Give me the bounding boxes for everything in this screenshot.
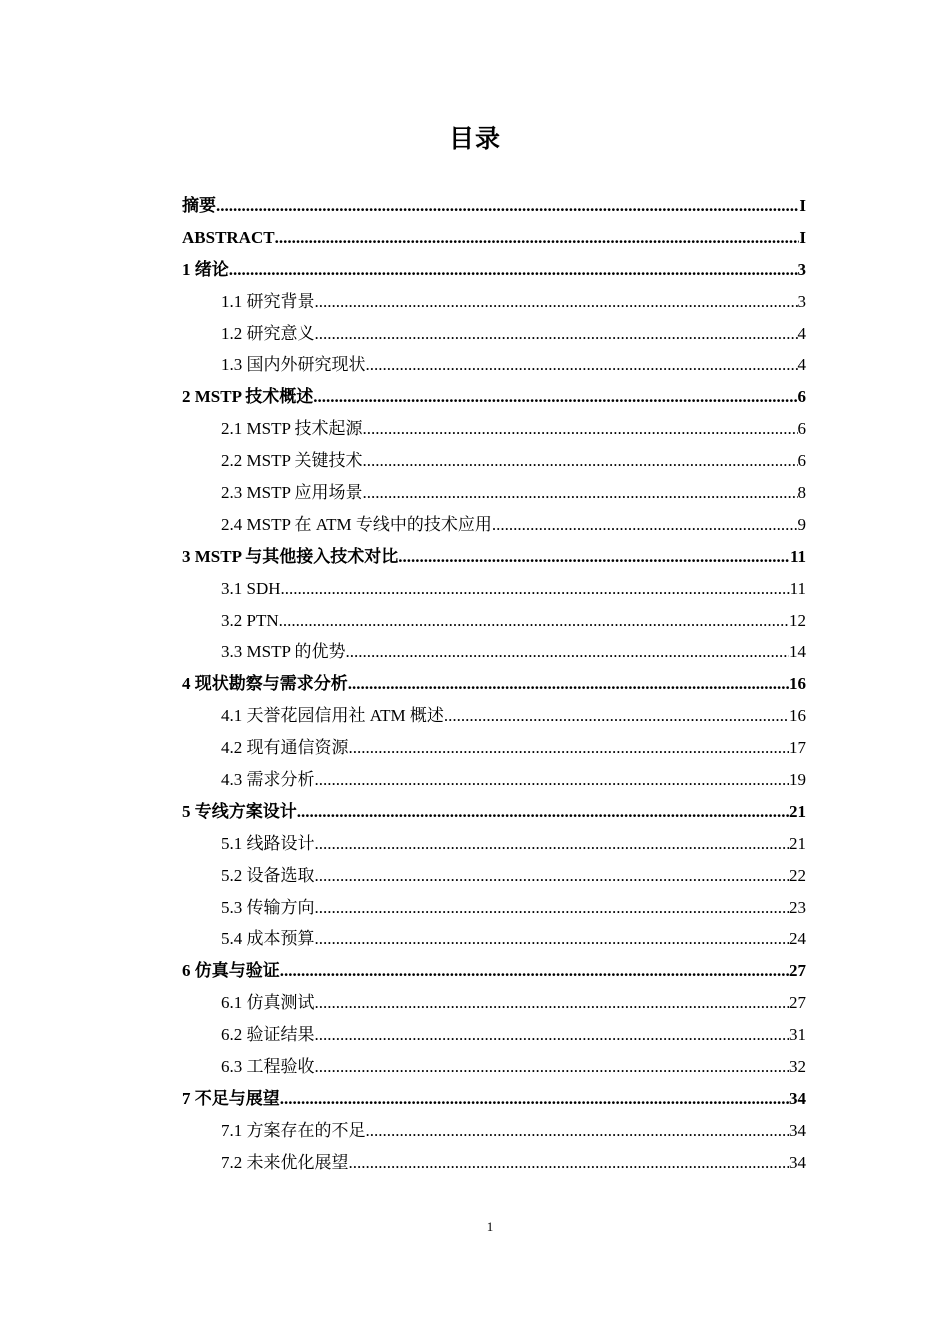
toc-entry[interactable] [182,668,806,700]
toc-entry[interactable] [182,923,806,955]
toc-entry[interactable] [182,860,806,892]
table-of-contents [182,190,806,1179]
toc-entry-page: 16 [789,706,806,726]
toc-entry-label: 1.3 国内外研究现状 [221,355,366,375]
toc-entry-page: 11 [789,578,806,598]
toc-dot-leader [315,923,790,955]
toc-dot-leader [281,573,790,605]
toc-entry[interactable] [182,636,806,668]
toc-dot-leader [315,987,790,1019]
page-title: 目录 [448,124,501,153]
toc-entry-page: 22 [789,865,806,885]
toc-entry-label: 2.4 MSTP 在 ATM 专线中的技术应用 [221,514,492,534]
toc-dot-leader [315,318,798,350]
toc-dot-leader [348,668,789,700]
toc-entry-page: 31 [789,1025,806,1045]
toc-entry-label: 4 现状勘察与需求分析 [182,674,348,694]
toc-entry-label: 1 绪论 [182,259,229,279]
toc-entry[interactable] [182,254,806,286]
toc-dot-leader [229,254,798,286]
toc-dot-leader [315,860,790,892]
toc-entry-page: 27 [789,993,806,1013]
toc-entry-page: 32 [789,1057,806,1077]
toc-entry[interactable] [182,190,806,222]
toc-entry-label: 6.3 工程验收 [221,1057,315,1077]
toc-entry-page: 11 [789,546,806,566]
toc-dot-leader [315,1019,790,1051]
toc-entry-page: 34 [789,1120,806,1140]
toc-entry-label: 5.4 成本预算 [221,929,315,949]
toc-entry-label: ABSTRACT [182,227,275,247]
toc-entry-page: 6 [797,419,806,439]
toc-dot-leader [313,381,797,413]
toc-entry[interactable] [182,764,806,796]
toc-entry-page: 3 [797,291,806,311]
toc-entry-page: 3 [797,259,806,279]
toc-entry-page: 17 [789,738,806,758]
toc-entry-label: 7.2 未来优化展望 [221,1152,349,1172]
toc-entry[interactable] [182,955,806,987]
toc-entry[interactable] [182,477,806,509]
toc-entry-label: 4.2 现有通信资源 [221,738,349,758]
toc-entry-page: 21 [789,801,806,821]
toc-entry[interactable] [182,1019,806,1051]
toc-entry-label: 3.3 MSTP 的优势 [221,642,346,662]
toc-entry[interactable] [182,222,806,254]
toc-entry-label: 5.3 传输方向 [221,897,315,917]
toc-dot-leader [216,190,799,222]
toc-entry-label: 7.1 方案存在的不足 [221,1120,366,1140]
toc-dot-leader [363,413,798,445]
toc-entry-label: 5.2 设备选取 [221,865,315,885]
toc-dot-leader [346,636,789,668]
toc-entry-page: 24 [789,929,806,949]
toc-dot-leader [280,955,789,987]
toc-entry-page: 16 [789,674,806,694]
toc-entry[interactable] [182,286,806,318]
toc-entry[interactable] [182,1083,806,1115]
toc-dot-leader [315,892,790,924]
toc-dot-leader [297,796,789,828]
toc-entry-label: 6.2 验证结果 [221,1025,315,1045]
toc-entry[interactable] [182,796,806,828]
toc-entry-page: I [799,227,806,247]
toc-entry[interactable] [182,541,806,573]
toc-entry-page: 14 [789,642,806,662]
toc-entry-page: 6 [797,387,806,407]
toc-dot-leader [315,764,790,796]
toc-entry-label: 5.1 线路设计 [221,833,315,853]
toc-entry-label: 2.2 MSTP 关键技术 [221,451,363,471]
toc-entry[interactable] [182,1147,806,1179]
toc-entry-page: 34 [789,1088,806,1108]
toc-entry-page: 21 [789,833,806,853]
toc-entry-page: 8 [797,483,806,503]
toc-dot-leader [363,445,798,477]
toc-entry[interactable] [182,445,806,477]
toc-dot-leader [280,1083,789,1115]
toc-entry-label: 6 仿真与验证 [182,961,280,981]
toc-dot-leader [444,700,789,732]
toc-entry-page: 4 [797,355,806,375]
toc-entry-page: 34 [789,1152,806,1172]
toc-dot-leader [492,509,798,541]
toc-entry[interactable] [182,987,806,1019]
toc-entry-label: 2.3 MSTP 应用场景 [221,483,363,503]
toc-entry[interactable] [182,413,806,445]
toc-entry-page: 19 [789,770,806,790]
toc-dot-leader [366,1115,790,1147]
toc-entry[interactable] [182,828,806,860]
toc-entry-label: 2.1 MSTP 技术起源 [221,419,363,439]
toc-entry-page: 27 [789,961,806,981]
toc-dot-leader [275,222,800,254]
toc-entry[interactable] [182,349,806,381]
toc-entry[interactable] [182,573,806,605]
toc-entry[interactable] [182,892,806,924]
toc-entry-page: 23 [789,897,806,917]
toc-entry-label: 3 MSTP 与其他接入技术对比 [182,546,399,566]
toc-entry[interactable] [182,732,806,764]
toc-entry-label: 1.1 研究背景 [221,291,315,311]
toc-entry-label: 6.1 仿真测试 [221,993,315,1013]
toc-entry[interactable] [182,605,806,637]
toc-entry-page: I [799,196,806,215]
toc-dot-leader [315,1051,790,1083]
toc-entry-label: 1.2 研究意义 [221,323,315,343]
toc-entry[interactable] [182,509,806,541]
toc-dot-leader [363,477,798,509]
toc-entry-page: 6 [797,451,806,471]
toc-entry-label: 摘要 [182,196,216,215]
toc-entry[interactable] [182,381,806,413]
toc-dot-leader [315,286,798,318]
toc-dot-leader [398,541,790,573]
toc-entry[interactable] [182,1051,806,1083]
toc-entry[interactable] [182,1115,806,1147]
toc-entry[interactable] [182,700,806,732]
toc-entry-label: 4.3 需求分析 [221,770,315,790]
toc-dot-leader [279,605,789,637]
toc-entry-page: 4 [797,323,806,343]
toc-dot-leader [349,732,790,764]
toc-entry-label: 7 不足与展望 [182,1088,280,1108]
toc-entry-label: 2 MSTP 技术概述 [182,387,314,407]
toc-entry-label: 5 专线方案设计 [182,801,297,821]
toc-dot-leader [366,349,798,381]
toc-entry-page: 12 [789,610,806,630]
footer-page-number: 1 [486,1219,494,1234]
toc-entry[interactable] [182,318,806,350]
toc-entry-label: 4.1 天誉花园信用社 ATM 概述 [221,706,444,726]
toc-entry-label: 3.1 SDH [221,578,281,598]
toc-entry-page: 9 [797,514,806,534]
toc-dot-leader [349,1147,790,1179]
toc-entry-label: 3.2 PTN [221,610,279,630]
toc-dot-leader [315,828,790,860]
